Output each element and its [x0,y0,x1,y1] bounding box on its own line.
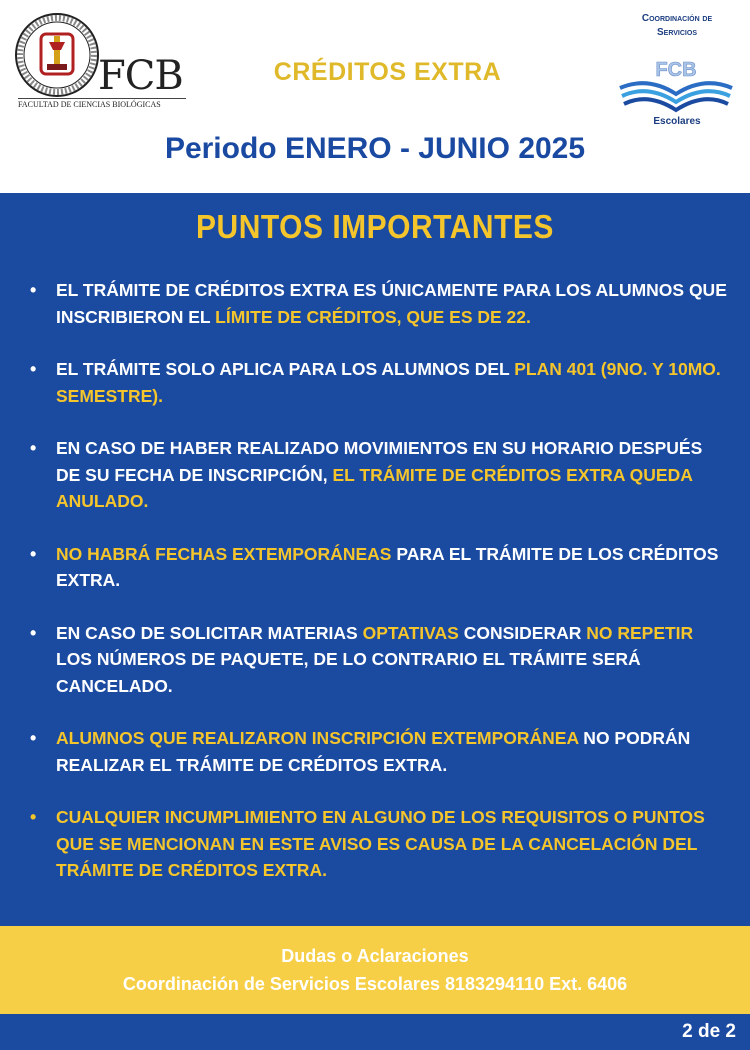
list-item [30,356,730,409]
coord-line-2: Servicios [657,27,697,38]
list-item [30,804,730,884]
open-book-icon [616,54,736,116]
document-title: CRÉDITOS EXTRA [273,58,502,86]
highlighted-text: NO REPETIR [586,622,694,643]
highlighted-text: ALUMNOS QUE REALIZARON INSCRIPCIÓN EXTEMPORÁNEA [56,728,579,748]
bullet-icon: • [30,807,37,827]
coord-line-1: Coordinación de [641,13,713,24]
faculty-name: FACULTAD DE CIENCIAS BIOLÓGICAS [18,98,186,109]
highlighted-text: EL TRÁMITE DE CRÉDITOS EXTRA QUEDA ANULADO. [56,464,693,511]
point-text: LOS NÚMEROS DE PAQUETE, DE LO CONTRARIO EL TRÁMITE SERÁ CANCELADO. [56,649,641,696]
contact-footer [0,926,750,1014]
point-text: EL TRÁMITE SOLO APLICA PARA LOS ALUMNOS DEL [56,359,515,379]
points-list [30,277,730,910]
fcb-logo [14,12,194,112]
highlighted-text: PLAN 401 (9NO. Y 10MO. SEMESTRE). [56,359,721,406]
fcb-mark-text: FCB [655,59,697,81]
point-text: PARA EL TRÁMITE DE LOS CRÉDITOS EXTRA. [56,543,719,590]
bullet-icon: • [30,622,37,643]
page-number: 2 de 2 [682,1021,736,1042]
highlighted-text: OPTATIVAS [362,622,459,643]
bullet-icon: • [30,543,37,564]
bullet-icon: • [30,728,37,748]
coord-text [614,12,740,40]
point-text: EN CASO DE HABER REALIZADO MOVIMIENTOS EN SU HORARIO DESPUÉS DE SU FECHA DE INSCRIPCIÓN, [56,438,703,485]
list-item [30,435,730,515]
footer-contact: Coordinación de Servicios Escolares 8183294110 Ext. 6406 [122,974,628,994]
list-item [30,725,730,778]
escolares-text: Escolares [653,116,701,127]
list-item [30,620,730,700]
period-title: Periodo ENERO - JUNIO 2025 [164,132,586,165]
bullet-icon: • [30,280,37,300]
point-text: NO PODRÁN REALIZAR EL TRÁMITE DE CRÉDITOS EXTRA. [56,728,691,775]
highlighted-text: LÍMITE DE CRÉDITOS, QUE ES DE 22. [215,306,531,327]
highlighted-text: CUALQUIER INCUMPLIMIENTO EN ALGUNO DE LOS REQUISITOS O PUNTOS QUE SE MENCIONAN EN ESTE AVISO ES CAUSA DE LA CANCELACIÓN DEL TRÁMITE DE CRÉDITOS EXTRA. [56,807,705,880]
university-seal-icon [14,12,100,98]
important-points-panel [0,193,750,926]
list-item [30,541,730,594]
footer-heading: Dudas o Aclaraciones [281,946,469,966]
servicios-escolares-logo [614,8,740,134]
point-text: EL TRÁMITE DE CRÉDITOS EXTRA ES ÚNICAMENTE PARA LOS ALUMNOS QUE INSCRIBIERON EL [56,280,727,327]
bullet-icon: • [30,438,37,458]
bottom-bar [0,1014,750,1050]
bullet-icon: • [30,359,37,379]
highlighted-text: NO HABRÁ FECHAS EXTEMPORÁNEAS [56,543,392,564]
header [0,0,750,193]
list-item [30,277,730,330]
point-text: EN CASO DE SOLICITAR MATERIAS [56,622,363,643]
fcb-logo-text: FCB [98,53,183,99]
section-title: PUNTOS IMPORTANTES [196,209,554,246]
point-text: CONSIDERAR [458,622,587,643]
